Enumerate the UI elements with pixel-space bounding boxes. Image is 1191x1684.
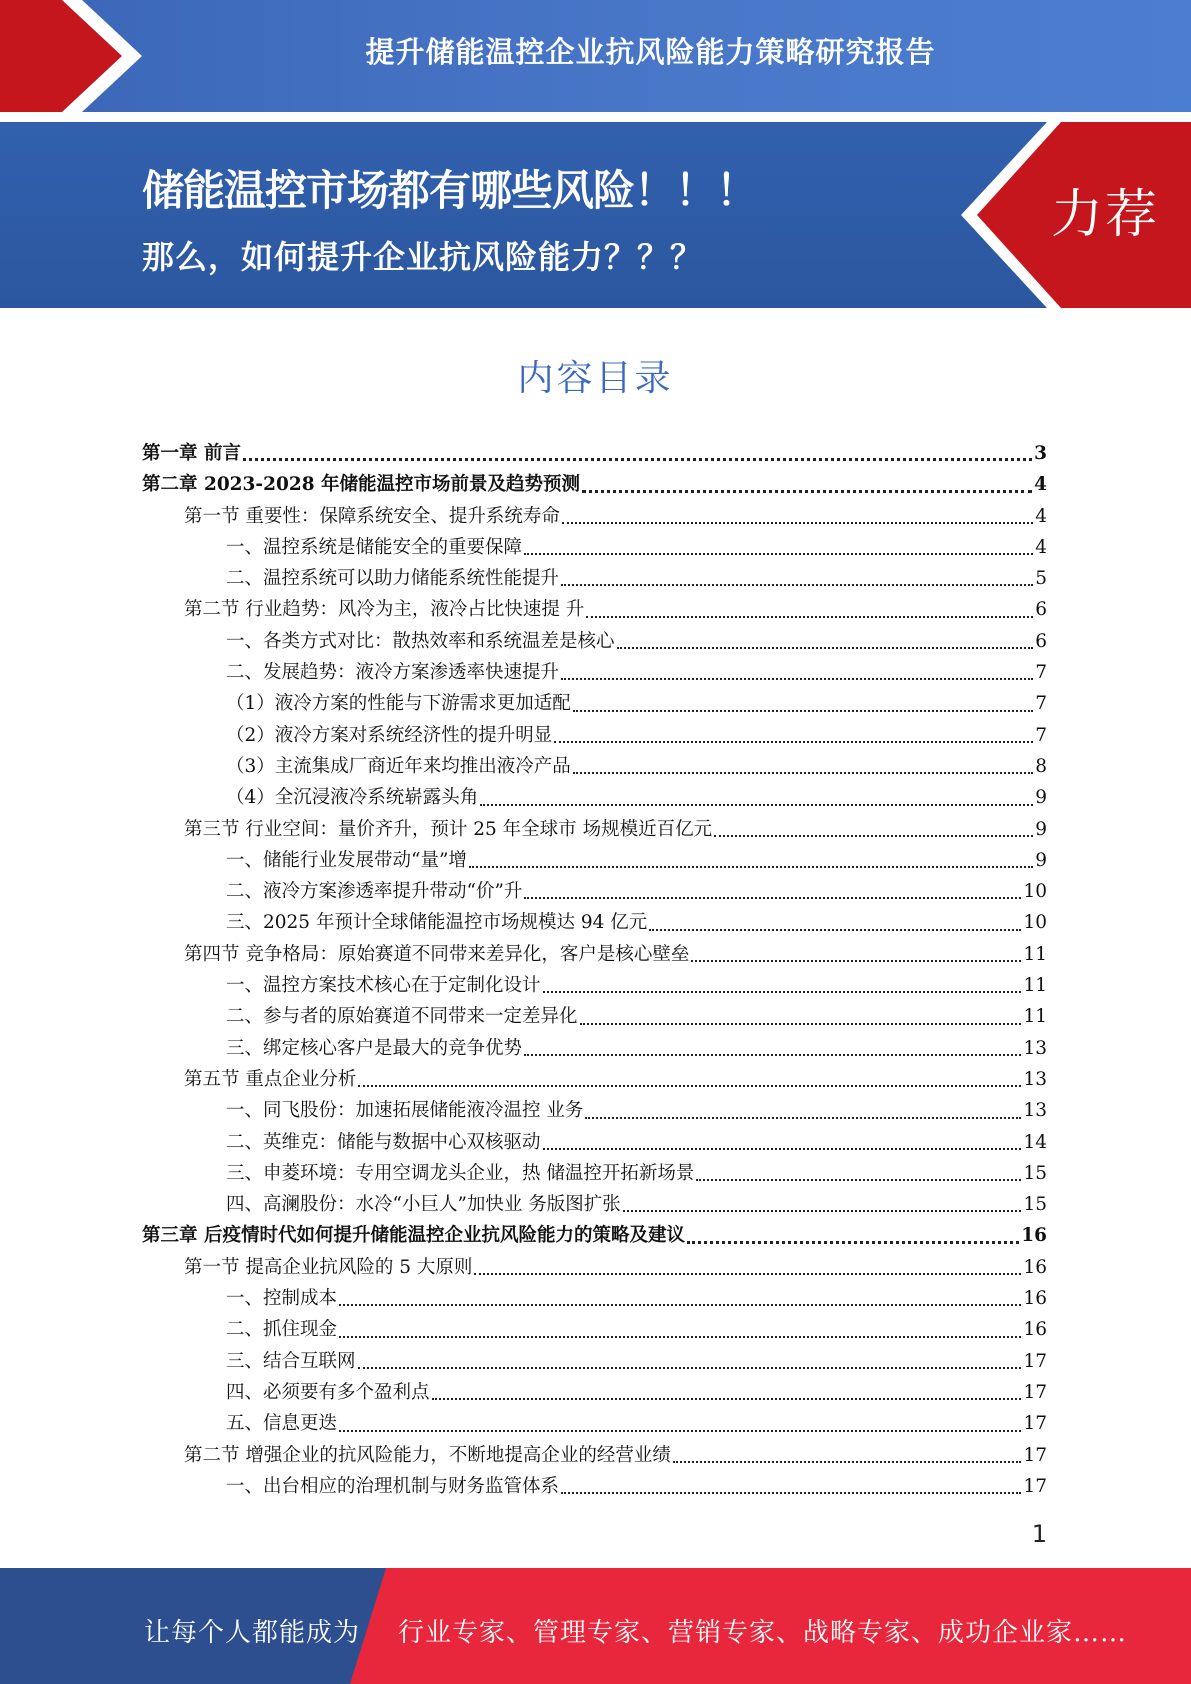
toc-entry[interactable] (142, 1377, 1047, 1408)
toc-leader-dots (524, 553, 1033, 555)
toc-leader-dots (582, 490, 1032, 493)
toc-entry-page: 7 (1035, 724, 1047, 746)
toc-entry-page: 11 (1023, 1006, 1047, 1028)
toc-entry-title: 四、高澜股份：水冷“小巨人”加快业 务版图扩张 (226, 1194, 621, 1216)
toc-leader-dots (339, 1430, 1021, 1432)
toc-entry[interactable] (142, 1252, 1047, 1283)
toc-entry[interactable] (142, 1283, 1047, 1314)
toc-entry-title: 第二章 2023-2028 年储能温控市场前景及趋势预测 (142, 474, 581, 496)
toc-entry-title: 二、液冷方案渗透率提升带动“价”升 (226, 881, 523, 903)
toc-entry-page: 10 (1023, 912, 1047, 934)
toc-leader-dots (649, 929, 1021, 931)
toc-entry-page: 13 (1023, 1037, 1047, 1059)
toc-leader-dots (573, 772, 1033, 774)
toc-leader-dots (358, 1085, 1021, 1087)
toc-entry-page: 17 (1023, 1413, 1047, 1435)
toc-entry[interactable] (142, 845, 1047, 876)
toc-leader-dots (358, 1367, 1022, 1369)
toc-entry[interactable] (142, 720, 1047, 751)
toc-entry-page: 9 (1035, 818, 1047, 840)
toc-leader-dots (585, 1117, 1021, 1119)
toc-entry-title: 二、英维克：储能与数据中心双核驱动 (226, 1131, 541, 1153)
toc-entry-title: 第三章 后疫情时代如何提升储能温控企业抗风险能力的策略及建议 (142, 1225, 685, 1247)
toc-leader-dots (243, 458, 1032, 461)
toc-entry-title: 一、出台相应的治理机制与财务监管体系 (226, 1475, 560, 1497)
toc-entry[interactable] (142, 751, 1047, 782)
toc-leader-dots (561, 1492, 1021, 1494)
toc-leader-dots (474, 1273, 1021, 1275)
toc-entry[interactable] (142, 532, 1047, 563)
toc-entry-title: 四、必须要有多个盈利点 (226, 1381, 430, 1403)
toc-entry[interactable] (142, 1127, 1047, 1158)
toc-entry-page: 16 (1023, 1288, 1047, 1310)
toc-entry-page: 7 (1035, 693, 1047, 715)
toc-entry-page: 14 (1023, 1131, 1047, 1153)
toc-entry-page: 13 (1023, 1068, 1047, 1090)
toc-leader-dots (339, 1336, 1021, 1338)
toc-leader-dots (673, 1461, 1022, 1463)
toc-entry-page: 4 (1035, 536, 1047, 558)
toc-leader-dots (586, 616, 1033, 618)
toc-entry[interactable] (142, 563, 1047, 594)
toc-entry-title: 二、温控系统可以助力储能系统性能提升 (226, 568, 560, 590)
toc-entry-title: 第一节 重要性：保障系统安全、提升系统寿命 (184, 505, 560, 527)
toc-entry-page: 16 (1021, 1225, 1047, 1247)
footer-slogan-left: 让每个人都能成为 (144, 1618, 361, 1648)
toc-entry[interactable] (142, 939, 1047, 970)
toc-entry-title: 第三节 行业空间：量价齐升，预计 25 年全球市 场规模近百亿元 (184, 818, 713, 840)
toc-leader-dots (617, 647, 1034, 649)
toc-entry[interactable] (142, 782, 1047, 813)
toc-leader-dots (691, 960, 1021, 962)
toc-entry-title: 二、发展趋势：液冷方案渗透率快速提升 (226, 662, 560, 684)
toc-leader-dots (554, 741, 1033, 743)
toc-entry-page: 9 (1035, 787, 1047, 809)
toc-entry[interactable] (142, 1471, 1047, 1502)
recommend-badge: 力荐 (1050, 185, 1159, 245)
toc-entry-page: 3 (1034, 443, 1047, 464)
toc-entry-title: 第一章 前言 (142, 443, 241, 464)
toc-entry-page: 6 (1035, 630, 1047, 652)
toc-leader-dots (432, 1398, 1022, 1400)
toc-entry[interactable] (142, 438, 1047, 469)
toc-entry-page: 17 (1023, 1444, 1047, 1466)
toc-leader-dots (524, 897, 1021, 899)
toc-entry-page: 16 (1023, 1256, 1047, 1278)
hero-title: 储能温控市场都有哪些风险！！！ (142, 166, 758, 215)
toc-entry-page: 8 (1035, 755, 1047, 777)
toc-heading: 内容目录 (517, 358, 674, 399)
header-red-chevron-icon (0, 0, 150, 112)
toc-entry-title: （4）全沉浸液冷系统崭露头角 (226, 787, 479, 809)
toc-entry-title: 一、温控方案技术核心在于定制化设计 (226, 975, 541, 997)
toc-entry-title: 一、储能行业发展带动“量”增 (226, 849, 467, 871)
toc-entry-title: 五、信息更迭 (226, 1413, 338, 1435)
toc-leader-dots (580, 1023, 1022, 1025)
report-header-band (0, 0, 1191, 112)
toc-entry-title: 三、结合互联网 (226, 1350, 356, 1372)
toc-entry[interactable] (142, 1033, 1047, 1064)
toc-entry-title: 三、2025 年预计全球储能温控市场规模达 94 亿元 (226, 912, 648, 934)
toc-entry[interactable] (142, 469, 1047, 500)
toc-entry[interactable] (142, 1095, 1047, 1126)
toc-entry[interactable] (142, 876, 1047, 907)
toc-entry-title: 第一节 提高企业抗风险的 5 大原则 (184, 1256, 473, 1278)
toc-leader-dots (543, 1148, 1022, 1150)
toc-leader-dots (543, 991, 1022, 993)
toc-entry[interactable] (142, 501, 1047, 532)
toc-entry-page: 5 (1035, 568, 1047, 590)
toc-leader-dots (696, 1179, 1021, 1181)
toc-leader-dots (339, 1304, 1021, 1306)
toc-entry-page: 13 (1023, 1100, 1047, 1122)
toc-entry-title: 一、温控系统是储能安全的重要保障 (226, 536, 523, 558)
toc-entry-page: 17 (1023, 1350, 1047, 1372)
toc-entry[interactable] (142, 814, 1047, 845)
toc-leader-dots (524, 1054, 1021, 1056)
toc-entry-title: 第二节 行业趋势：风冷为主，液冷占比快速提 升 (184, 599, 585, 621)
toc-entry-title: 一、控制成本 (226, 1288, 338, 1310)
toc-entry-page: 15 (1023, 1194, 1047, 1216)
toc-entry-title: 二、抓住现金 (226, 1319, 338, 1341)
toc-entry-page: 17 (1023, 1381, 1047, 1403)
toc-entry-title: （2）液冷方案对系统经济性的提升明显 (226, 724, 553, 746)
toc-entry[interactable] (142, 1001, 1047, 1032)
toc-entry-title: 一、同飞股份：加速拓展储能液冷温控 业务 (226, 1100, 584, 1122)
toc-entry[interactable] (142, 1189, 1047, 1220)
toc-entry[interactable] (142, 970, 1047, 1001)
toc-leader-dots (469, 866, 1033, 868)
toc-entry-page: 10 (1023, 881, 1047, 903)
toc-leader-dots (561, 584, 1033, 586)
toc-entry-title: 一、各类方式对比：散热效率和系统温差是核心 (226, 630, 615, 652)
toc-entry[interactable] (142, 1158, 1047, 1189)
page-number: 1 (1031, 1520, 1047, 1548)
toc-entry-page: 9 (1035, 849, 1047, 871)
toc-entry-title: （1）液冷方案的性能与下游需求更加适配 (226, 693, 571, 715)
toc-entry[interactable] (142, 1346, 1047, 1377)
toc-entry[interactable] (142, 1408, 1047, 1439)
toc-entry[interactable] (142, 1064, 1047, 1095)
toc-entry-page: 4 (1035, 505, 1047, 527)
hero-subtitle: 那么，如何提升企业抗风险能力？？？ (142, 238, 704, 276)
toc-leader-dots (561, 678, 1033, 680)
table-of-contents (142, 438, 1047, 1502)
toc-leader-dots (687, 1241, 1019, 1244)
toc-entry-title: 三、绑定核心客户是最大的竞争优势 (226, 1037, 523, 1059)
toc-entry-page: 11 (1023, 975, 1047, 997)
footer-slogan-right: 行业专家、管理专家、营销专家、战略专家、成功企业家…… (398, 1618, 1128, 1648)
toc-entry-title: 三、申菱环境：专用空调龙头企业，热 储温控开拓新场景 (226, 1162, 695, 1184)
toc-entry-page: 17 (1023, 1475, 1047, 1497)
toc-leader-dots (714, 835, 1033, 837)
toc-leader-dots (480, 804, 1033, 806)
toc-entry-page: 11 (1023, 943, 1047, 965)
toc-leader-dots (573, 710, 1033, 712)
toc-entry[interactable] (142, 626, 1047, 657)
toc-entry[interactable] (142, 1440, 1047, 1471)
toc-leader-dots (623, 1210, 1022, 1212)
toc-entry-page: 7 (1035, 662, 1047, 684)
report-title: 提升储能温控企业抗风险能力策略研究报告 (365, 35, 936, 69)
toc-entry-page: 4 (1034, 474, 1047, 496)
toc-entry-page: 15 (1023, 1162, 1047, 1184)
toc-entry-title: 二、参与者的原始赛道不同带来一定差异化 (226, 1006, 578, 1028)
toc-entry-title: 第四节 竞争格局：原始赛道不同带来差异化，客户是核心壁垒 (184, 943, 690, 965)
header-divider (0, 112, 1191, 122)
toc-entry-page: 16 (1023, 1319, 1047, 1341)
hero-banner (0, 122, 1191, 308)
toc-entry[interactable] (142, 1314, 1047, 1345)
toc-entry[interactable] (142, 1220, 1047, 1251)
toc-entry-title: 第二节 增强企业的抗风险能力，不断地提高企业的经营业绩 (184, 1444, 671, 1466)
toc-entry-title: 第五节 重点企业分析 (184, 1068, 357, 1090)
toc-entry-title: （3）主流集成厂商近年来均推出液冷产品 (226, 755, 571, 777)
toc-entry[interactable] (142, 657, 1047, 688)
toc-entry[interactable] (142, 594, 1047, 625)
toc-leader-dots (562, 522, 1033, 524)
toc-entry[interactable] (142, 907, 1047, 938)
toc-entry-page: 6 (1035, 599, 1047, 621)
toc-entry[interactable] (142, 688, 1047, 719)
